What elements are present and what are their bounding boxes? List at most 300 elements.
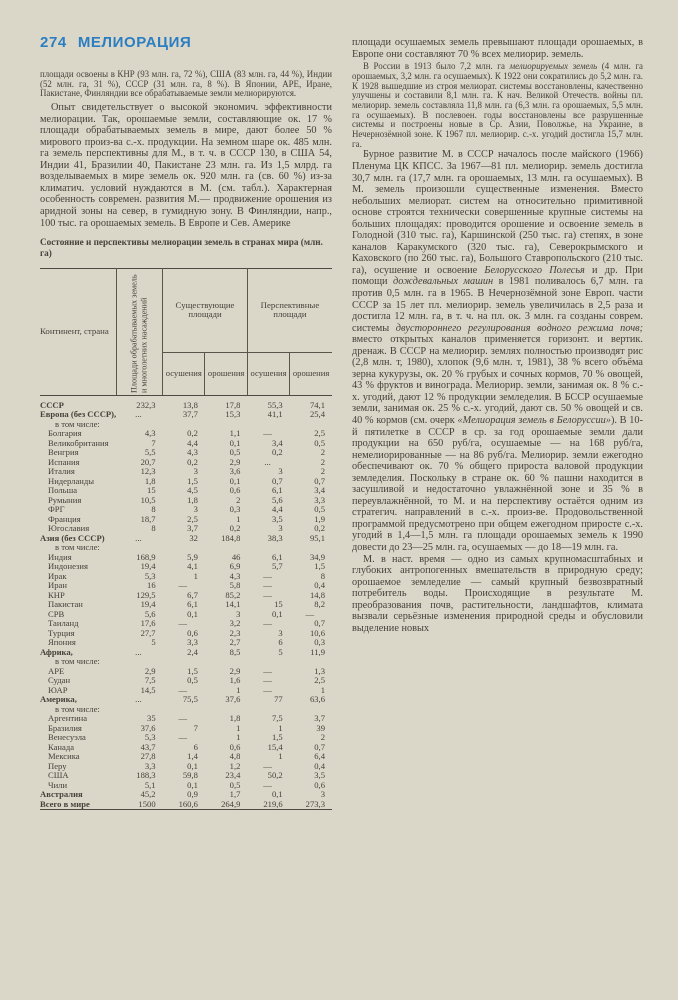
row-label: Чили <box>48 779 68 790</box>
header-perspective-areas: Перспективные площади <box>247 268 332 352</box>
row-value: 1,5 <box>314 561 325 572</box>
row-value: ... <box>264 456 271 467</box>
row-value: 8 <box>151 523 156 534</box>
row-label: Япония <box>48 637 76 648</box>
row-value: 0,2 <box>314 523 325 534</box>
row-label: Болгария <box>48 428 82 439</box>
row-value: 188,3 <box>136 770 156 781</box>
row-value: 0,7 <box>314 741 325 752</box>
row-value: 0,4 <box>314 580 325 591</box>
row-label: Перу <box>48 760 67 771</box>
row-value: 75,5 <box>182 694 198 705</box>
table-title: Состояние и перспективы мелиорации земель в странах мира (млн. га) <box>40 237 323 258</box>
row-value: 8 <box>320 570 325 581</box>
row-value: 2 <box>320 466 325 477</box>
row-value: 25,4 <box>309 409 325 420</box>
row-label: в том числе: <box>55 703 100 714</box>
row-value: — <box>263 589 272 600</box>
row-value: 12,3 <box>140 466 156 477</box>
running-head <box>40 34 191 51</box>
row-value: 38,3 <box>267 532 283 543</box>
row-value: 4,3 <box>229 570 241 581</box>
row-value: 0,6 <box>229 741 241 752</box>
row-value: 46 <box>231 551 241 562</box>
row-value: 0,1 <box>271 608 283 619</box>
row-value: 0,9 <box>187 789 198 800</box>
row-value: 19,4 <box>140 561 156 572</box>
row-label: Всего в мире <box>40 798 90 809</box>
table-row <box>40 667 332 677</box>
header-cultivated-areas <box>116 268 162 395</box>
row-value: 37,7 <box>182 409 198 420</box>
table-row <box>40 657 332 667</box>
row-value: 232,3 <box>136 399 156 410</box>
header-country: Континент, страна <box>40 268 116 395</box>
row-label: Таиланд <box>48 618 79 629</box>
row-value: 1,6 <box>229 675 241 686</box>
row-label: Аргентина <box>48 713 88 724</box>
running-title: МЕЛИОРАЦИЯ <box>77 34 192 51</box>
paragraph: Бурное развитие М. в СССР началось после майского (1966) Пленума ЦК КПСС. За 1967—81 пл. мелиорир. земель достигла 30,7 млн. га (17,7 млн. га орошаемых, 13 млн. га осушаемых). В М. земель произошли существенные изменения. Вместо небольших мелиорат. систем на относительно примитивной основе строятся технически совершенные крупные системы на больших площадях: проводится орошение и освоение земель в Голодной (310 тыс. га), Каршинской (250 тыс. га) степях, в зоне каналов Каракумского (320 тыс. га), Северокрымского и Каховского (по 260 тыс. га), Большого Ставропольского (210 тыс. га), осушение и освоение Белорусского Полесья и др. При помощи дождевальных машин в 1981 поливалось 6,7 млн. га против 0,5 млн. га в 1965. В Нечернозёмной зоне Европ. части СССР за 15 лет пл. мелиорир. земель увеличилась в 2,5 раза и достигла 12 млн. га, в т. ч. на пл. ок. 3 млн. га созданы соврем. системы двустороннего регулирования водного режима почв; вместо открытых каналов применяется горизонт. и вертик. дренаж. В СССР на мелиорир. землях полностью производят рис (2,8 млн. т, 1980), хлопок (9,6 млн. т, 1981), 38 % всего объёма зерна кукурузы, ок. 20 % грубых и сочных кормов, 70 % овощей, 43 % фруктов и винограда. Мелиорир. земли, занимая ок. 8 % с.-х. угодий, дают 12 % продукции земледелия. В БССР осушаемые земли, занимая ок. 25 % с.-х. угодий, дают св. 50 % овощей и св. 40 % кормов (см. очерк «Мелиорация земель в Белоруссии»). В 10-й пятилетке в СССР в ср. за год орошаемые земли дали продукции на 650 руб/га, осушаемые — на 168 руб/га, немелиорированные — на 86 руб/га. Мелиорир. земли ежегодно обеспечивают ок. 70 % общего прироста валовой продукции земледелия. Поскольку в стране ок. 60 % пашни находится в засушливой и недостаточно увлажнённой зоне и 35 % в переувлажнённой, то М. и на перспективу остаётся одним из стратегич. направлений в с.-х. произ-ве. Продовольственной программой предусмотрено при общем ежегодном приросте с.-х. угодий в 1,4—1,5 млн. га площади орошаемых земель к 1990 довести до 23—25 млн. га, осушаемых — до 18—19 млн. га. <box>352 149 644 554</box>
row-value: 2 <box>320 447 325 458</box>
row-value: 4,4 <box>187 437 198 448</box>
row-value: 15 <box>147 485 156 496</box>
paragraph: В России в 1913 было 7,2 млн. га мелиорируемых земель (4 млн. га орошаемых, 3,2 млн. га осушаемых). К 1922 они сократились до 5,2 млн. га. К 1928 вышедшие из строя мелиорат. системы восстановлены, качественно улучшены и составили 8,1 млн. га. К нач. Великой Отечеств. войны пл. мелиорир. земель составляла 11,8 млн. га (6,3 млн. га орошаемых, 5,5 млн. га осушаемых). В послевоен. годы восстановлены все разрушенные системы и построены новые в Ср. Азии, Поволжье, на Украине, в Нечернозёмной зоне. К 1967 пл. мелиорир. с.-х. угодий достигла 15,7 млн. га. <box>352 61 643 149</box>
row-value: 1,5 <box>187 665 198 676</box>
row-value: 0,1 <box>187 760 198 771</box>
row-value: 2,9 <box>229 665 241 676</box>
table-row <box>40 505 332 515</box>
row-value <box>116 705 162 715</box>
row-value: 3 <box>193 466 198 477</box>
row-label: Бразилия <box>48 722 82 733</box>
row-value: 5,1 <box>144 779 156 790</box>
row-value: 0,7 <box>314 618 325 629</box>
row-value <box>290 420 332 430</box>
row-value: 0,1 <box>187 608 198 619</box>
table-header <box>40 268 332 395</box>
row-label: Канада <box>48 741 75 752</box>
row-value: 8,5 <box>229 646 241 657</box>
row-label: Италия <box>48 466 75 477</box>
row-value: 4,3 <box>144 428 156 439</box>
row-value: 6,1 <box>187 599 198 610</box>
table-row <box>40 629 332 639</box>
row-value: 5,3 <box>144 570 156 581</box>
table-row <box>40 638 332 648</box>
row-value: 1,9 <box>314 513 325 524</box>
row-value: 17,6 <box>140 618 156 629</box>
row-value: 1,8 <box>187 494 198 505</box>
row-value: 5,7 <box>271 561 283 572</box>
row-label: Пакистан <box>48 599 83 610</box>
row-value: 1,8 <box>229 713 241 724</box>
table-row <box>40 395 332 410</box>
row-value: ... <box>135 409 142 420</box>
row-value: 0,4 <box>314 760 325 771</box>
row-value: 2,3 <box>229 627 241 638</box>
row-value: ... <box>135 694 142 705</box>
row-label: Судан <box>48 675 71 686</box>
row-value: 32 <box>189 532 198 543</box>
row-value: 5 <box>151 637 156 648</box>
row-value <box>247 543 289 553</box>
row-value: 7,5 <box>144 675 156 686</box>
header-drainage-perspective: осушения <box>247 353 289 396</box>
row-value: 37,6 <box>225 694 241 705</box>
row-label: Турция <box>48 627 75 638</box>
row-value: 219,6 <box>263 798 283 809</box>
row-value <box>290 657 332 667</box>
row-value: 1,8 <box>144 475 156 486</box>
row-label: Европа (без СССР), <box>40 409 117 420</box>
row-label: Азия (без СССР) <box>40 532 105 543</box>
left-column <box>40 70 332 810</box>
row-label: Индия <box>48 551 72 562</box>
row-value: 184,8 <box>221 532 241 543</box>
row-value: 3 <box>278 466 283 477</box>
row-value: — <box>178 618 188 629</box>
row-value: 1500 <box>138 798 156 809</box>
table-row <box>40 562 332 572</box>
row-value: 7 <box>193 722 198 733</box>
row-value: ... <box>135 646 142 657</box>
row-value: 2,9 <box>229 456 241 467</box>
row-label: Ирак <box>48 570 67 581</box>
row-label: Иран <box>48 580 67 591</box>
row-value: 2,4 <box>187 646 198 657</box>
table-row <box>40 439 332 449</box>
row-value: 5 <box>278 646 283 657</box>
table-row <box>40 743 332 753</box>
row-value: 17,8 <box>225 399 241 410</box>
row-value: 1,4 <box>187 751 198 762</box>
row-value: 3 <box>193 504 198 515</box>
row-value: 6,9 <box>229 561 241 572</box>
row-value: 6 <box>193 741 198 752</box>
row-value: 27,7 <box>140 627 156 638</box>
row-value: 5,6 <box>144 608 156 619</box>
row-value <box>163 657 205 667</box>
row-label: Венгрия <box>48 447 79 458</box>
row-value: — <box>178 713 188 724</box>
row-value: 3,3 <box>314 494 325 505</box>
row-value: 0,6 <box>229 485 241 496</box>
row-value: 2 <box>320 732 325 743</box>
row-value: 1 <box>278 722 283 733</box>
row-value: 2,5 <box>187 513 198 524</box>
row-value: 14,8 <box>309 589 325 600</box>
row-value: 3,5 <box>271 513 283 524</box>
melioration-table <box>40 268 332 811</box>
row-value <box>205 420 248 430</box>
row-value: 43,7 <box>140 741 156 752</box>
row-value: 37,6 <box>140 722 156 733</box>
row-value: 8 <box>151 504 156 515</box>
right-column <box>352 37 643 634</box>
row-label: в том числе: <box>55 418 100 429</box>
row-value: — <box>263 570 272 581</box>
row-value: 5,9 <box>187 551 198 562</box>
row-value: — <box>178 684 188 695</box>
row-value: 35 <box>147 713 156 724</box>
row-label: Великобритания <box>48 437 109 448</box>
row-value: 1,2 <box>229 760 241 771</box>
row-value: 5,5 <box>144 447 156 458</box>
row-value: 2 <box>320 456 325 467</box>
rotated-header-text: Площади обрабатываемых земель и многолетних насаждений <box>129 274 148 393</box>
row-label: Польша <box>48 485 78 496</box>
row-value: 3 <box>278 627 283 638</box>
row-value: 2,5 <box>314 675 325 686</box>
row-value <box>116 420 162 430</box>
row-value: 0,7 <box>271 475 283 486</box>
row-value: 0,5 <box>314 504 325 515</box>
row-value: 3,4 <box>271 437 283 448</box>
header-irrigation-perspective: орошения <box>290 353 332 396</box>
row-value: 41,1 <box>267 409 283 420</box>
table-row <box>40 477 332 487</box>
row-value: 3 <box>278 523 283 534</box>
row-value: 1 <box>193 570 198 581</box>
row-label: Индонезия <box>48 561 88 572</box>
row-value: 23,4 <box>225 770 241 781</box>
row-value: 6 <box>278 637 283 648</box>
paragraph: Опыт свидетельствует о высокой экономич. эффективности мелиорации. Так, орошаемые земли, составляющие ок. 17 % площади обрабатываемых земель в мире, дают более 50 % мирового произ-ва с.-х. продукции. На земном шаре ок. 485 млн. га земель перспективны для М., в т. ч. в СССР 130, в США 54, Индии 41, Бразилии 40, Пакистане 23 млн. га. Из 1,5 млрд. га возделываемых в мире земель ок. 920 млн. га (св. 60 %) из-за климатич. условий нуждаются в М. (см. табл.). Характерная особенность современ. развития М.— продвижение орошения из аридной зоны на север, в гумидную зону. В Финляндии, напр., 100 тыс. га орошаемых земель. В Европе и Сев. Америке <box>40 102 332 229</box>
row-label: СССР <box>40 399 64 410</box>
row-value: 273,3 <box>305 798 325 809</box>
row-value: 0,1 <box>229 475 241 486</box>
row-label: СРВ <box>48 608 65 619</box>
row-value: 2 <box>236 494 241 505</box>
table-row <box>40 714 332 724</box>
row-value: 160,6 <box>178 798 198 809</box>
row-value: 16 <box>147 580 156 591</box>
row-label: Румыния <box>48 494 82 505</box>
row-value: 34,9 <box>309 551 325 562</box>
table-row <box>40 581 332 591</box>
table-row <box>40 420 332 430</box>
row-value: 3,3 <box>187 637 198 648</box>
row-label: КНР <box>48 589 65 600</box>
row-value: 77 <box>274 694 283 705</box>
row-label: ФРГ <box>48 504 65 515</box>
header-irrigation-existing: орошения <box>205 353 248 396</box>
row-value: 1,5 <box>271 732 283 743</box>
row-value: 10,5 <box>140 494 156 505</box>
row-value: 3,7 <box>314 713 325 724</box>
row-value: 14,1 <box>225 599 241 610</box>
row-value: — <box>263 760 272 771</box>
row-value <box>116 657 162 667</box>
row-value: 7,5 <box>271 713 283 724</box>
row-label: АРЕ <box>48 665 65 676</box>
row-value: 11,9 <box>310 646 325 657</box>
row-value: 15 <box>274 599 283 610</box>
row-value: 0,6 <box>314 779 325 790</box>
row-label: Югославия <box>48 523 90 534</box>
table-row <box>40 591 332 601</box>
row-value: 0,3 <box>314 637 325 648</box>
row-label: в том числе: <box>55 542 100 553</box>
row-value: 1,3 <box>314 665 325 676</box>
row-value <box>247 705 289 715</box>
row-value: 3 <box>236 608 241 619</box>
row-value: 5,3 <box>144 732 156 743</box>
row-value: — <box>263 665 272 676</box>
header-drainage-existing: осушения <box>163 353 205 396</box>
table-row <box>40 800 332 810</box>
row-value: 2,7 <box>229 637 241 648</box>
row-value <box>163 543 205 553</box>
row-value: — <box>178 732 188 743</box>
row-value: 0,7 <box>314 475 325 486</box>
row-value: 2,9 <box>144 665 156 676</box>
row-value: 3,3 <box>144 760 156 771</box>
page-number: 274 <box>40 34 67 51</box>
row-value: 3,5 <box>314 770 325 781</box>
row-value: 0,1 <box>229 437 241 448</box>
row-value: — <box>305 608 315 619</box>
row-value: 0,1 <box>187 779 198 790</box>
row-value: 95,1 <box>309 532 325 543</box>
row-value: 1 <box>320 684 325 695</box>
row-value <box>290 705 332 715</box>
row-value <box>205 705 248 715</box>
row-value: — <box>263 580 272 591</box>
table-row <box>40 733 332 743</box>
paragraph: М. в наст. время — одно из самых крупномасштабных и глубоких антропогенных вмешательств в природную среду; орошаемое земледелие — самый крупный безвозвратный потребитель воды. Происходящие в результате М. преобразования почв, растительности, ландшафтов, климата вызвали серьёзные изменения природной среды и обусловили выделение новых <box>352 553 643 634</box>
row-value: 27,8 <box>140 751 156 762</box>
row-value: 5,8 <box>229 580 241 591</box>
row-label: США <box>48 770 69 781</box>
row-label: Мексика <box>48 751 80 762</box>
row-value: — <box>263 684 272 695</box>
row-value: 63,6 <box>309 694 325 705</box>
row-value: 0,2 <box>187 428 198 439</box>
row-value: 0,5 <box>187 675 198 686</box>
row-value: 20,7 <box>140 456 156 467</box>
row-value: — <box>263 618 272 629</box>
row-value: 6,1 <box>271 551 283 562</box>
row-label: Америка, <box>40 694 77 705</box>
row-value: 3,4 <box>314 485 325 496</box>
row-value: 85,2 <box>225 589 241 600</box>
row-value: 6,1 <box>271 485 283 496</box>
row-value: 1 <box>236 513 241 524</box>
row-value: 264,9 <box>221 798 241 809</box>
row-value <box>163 420 205 430</box>
row-value: 1 <box>236 722 241 733</box>
table-row <box>40 600 332 610</box>
header-existing-areas: Существующие площади <box>163 268 248 352</box>
row-value: 2,5 <box>314 428 325 439</box>
row-value: 1,1 <box>229 428 241 439</box>
row-value: 1,7 <box>229 789 241 800</box>
row-value: 0,2 <box>187 456 198 467</box>
row-value: 74,1 <box>309 399 325 410</box>
row-value: 3 <box>320 789 325 800</box>
table-body <box>40 395 332 810</box>
paragraph: площади освоены в КНР (93 млн. га, 72 %), США (83 млн. га, 44 %), Индии (52 млн. га, 31 %), СССР (31 млн. га, 8 %). В Японии, АРЕ, Иране, Пакистане, Финляндии все обрабатываемые земли мелиорируются. <box>40 69 332 99</box>
row-label: Нидерланды <box>48 475 95 486</box>
row-value: 3,6 <box>229 466 241 477</box>
row-value: 3,2 <box>229 618 241 629</box>
row-value: 1 <box>236 732 241 743</box>
paragraph: площади осушаемых земель превышают площади орошаемых, в Европе они составляют 70 % всех мелиорир. земель. <box>352 37 643 60</box>
row-value: 4,4 <box>271 504 283 515</box>
row-value: 0,1 <box>271 789 283 800</box>
row-value: 0,5 <box>229 779 241 790</box>
row-value: 59,8 <box>182 770 198 781</box>
row-value: 6,7 <box>187 589 198 600</box>
row-value: 45,2 <box>140 789 156 800</box>
table-row <box>40 496 332 506</box>
row-value: 50,2 <box>267 770 283 781</box>
row-value: 14,5 <box>140 684 156 695</box>
row-label: Франция <box>48 513 81 524</box>
table-row <box>40 771 332 781</box>
row-value: 4,3 <box>187 447 198 458</box>
row-value: 15,4 <box>267 741 283 752</box>
row-value: 168,9 <box>136 551 156 562</box>
row-value: 13,8 <box>182 399 198 410</box>
row-value: 8,2 <box>314 599 325 610</box>
row-value: 1,5 <box>187 475 198 486</box>
table-row <box>40 781 332 791</box>
row-value: 0,5 <box>229 447 241 458</box>
row-value: ... <box>135 532 142 543</box>
row-value: 0,5 <box>314 437 325 448</box>
row-value: 3,7 <box>187 523 198 534</box>
row-label: Африка, <box>40 646 73 657</box>
row-value: 0,3 <box>229 504 241 515</box>
row-value: 18,7 <box>140 513 156 524</box>
table-row <box>40 458 332 468</box>
row-value: 39 <box>316 722 325 733</box>
row-value: 55,3 <box>267 399 283 410</box>
row-value: 129,5 <box>136 589 156 600</box>
row-value: 19,4 <box>140 599 156 610</box>
row-value: 5,6 <box>271 494 283 505</box>
row-value: 0,2 <box>271 447 283 458</box>
row-value: 6,4 <box>314 751 325 762</box>
row-value: 10,6 <box>309 627 325 638</box>
table-row <box>40 486 332 496</box>
row-value: 4,1 <box>187 561 198 572</box>
row-value: 1 <box>236 684 241 695</box>
row-label: в том числе: <box>55 656 100 667</box>
table-row <box>40 752 332 762</box>
row-label: ЮАР <box>48 684 68 695</box>
row-label: Венесуэла <box>48 732 86 743</box>
row-value <box>205 543 248 553</box>
table-row <box>40 448 332 458</box>
row-value: 1 <box>278 751 283 762</box>
row-label: Испания <box>48 456 80 467</box>
row-value: — <box>263 675 272 686</box>
row-value: — <box>263 428 272 439</box>
row-value: 0,2 <box>229 523 241 534</box>
table-row <box>40 543 332 553</box>
row-label: Австралия <box>40 789 83 800</box>
row-value: — <box>263 779 272 790</box>
table-row <box>40 619 332 629</box>
row-value: 7 <box>151 437 156 448</box>
row-value: — <box>178 580 188 591</box>
row-value: 4,8 <box>229 751 241 762</box>
row-value: 4,5 <box>187 485 198 496</box>
